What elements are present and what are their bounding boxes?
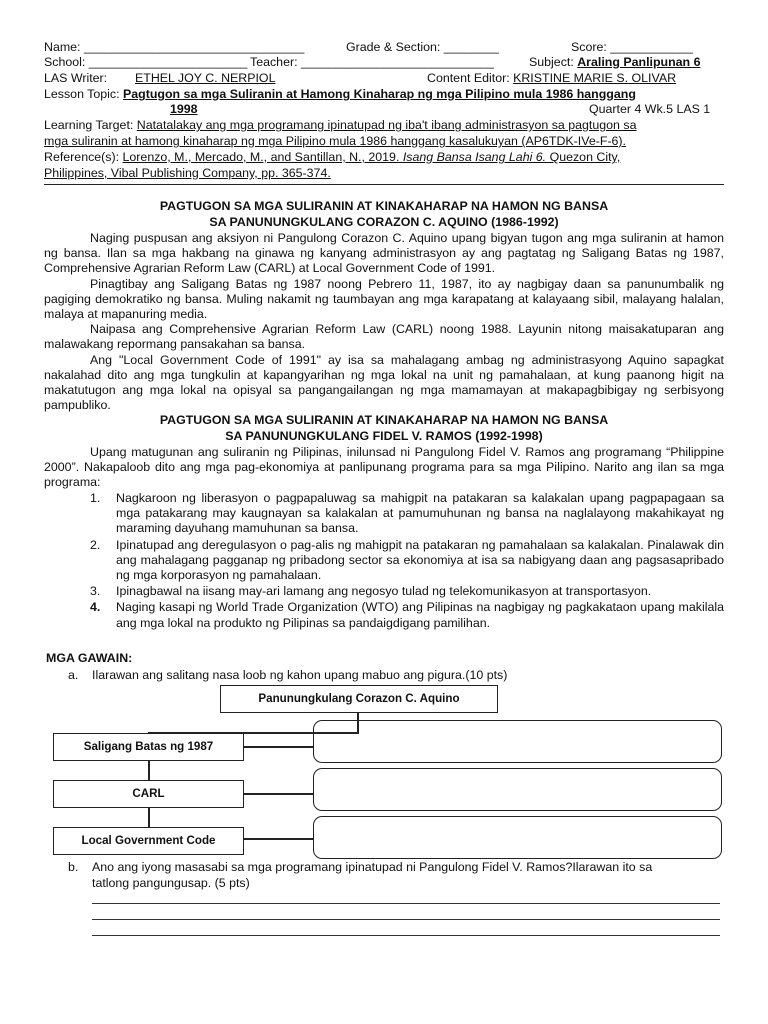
- section2-title-line1: PAGTUGON SA MGA SULIRANIN AT KINAKAHARAP NA HAMON NG BANSA: [159, 413, 609, 427]
- list-item: [90, 538, 724, 584]
- topic-line2: 1998: [170, 102, 198, 116]
- target-label: Learning Target:: [44, 118, 137, 132]
- teacher-field[interactable]: Teacher: ____________________________: [250, 55, 494, 69]
- list-number: 2.: [90, 537, 101, 552]
- connector-line: [148, 808, 150, 828]
- name-field[interactable]: Name: ________________________________: [44, 40, 305, 54]
- learning-target: [44, 118, 636, 133]
- activities-title: MGA GAWAIN:: [46, 651, 133, 665]
- subject-field: [529, 55, 700, 70]
- school-field[interactable]: School: _______________________: [44, 55, 248, 69]
- reference-book-title: Isang Bansa Isang Lahi 6.: [402, 150, 547, 164]
- list-item: [90, 584, 724, 599]
- list-text: Ipinagbawal na iisang may-ari lamang ang negosyo tulad ng telekomunikasyon at transportasyon.: [116, 584, 652, 599]
- topic-label: Lesson Topic:: [44, 87, 123, 101]
- diagram-item-box-local-government-code: Local Government Code: [53, 827, 244, 855]
- activity-a-letter: a.: [68, 668, 79, 682]
- section2-intro: [44, 445, 724, 491]
- editor-label: Content Editor:: [427, 71, 514, 85]
- answer-line[interactable]: [92, 903, 720, 904]
- activity-b-instruction-line1: Ano ang iyong masasabi sa mga programang ipinatupad ni Pangulong Fidel V. Ramos?Ilarawan ito sa: [92, 860, 653, 874]
- writer-label: LAS Writer:: [44, 71, 108, 85]
- diagram-item-box-saligang-batas: Saligang Batas ng 1987: [53, 733, 244, 761]
- lesson-topic: [44, 87, 636, 102]
- list-number: 1.: [90, 491, 101, 505]
- section1-body: [44, 231, 724, 413]
- paragraph: Upang matugunan ang suliranin ng Pilipinas, inilunsad ni Pangulong Fidel V. Ramos ang programang “Philippine 2000”. Nakapaloob dito ang mga pag-ekonomiya at panlipunang programa para sa mga Pilipino. Narito ang ilan sa mga programa:: [44, 445, 724, 490]
- paragraph: Naipasa ang Comprehensive Agrarian Reform Law (CARL) noong 1988. Layunin nitong maisakatuparan ang malawakang repormang pansakahan sa bansa.: [44, 322, 724, 352]
- paragraph: Naging puspusan ang aksiyon ni Pangulong Corazon C. Aquino upang bigyan tugon ang mga suliranin at hamon ng bansa. Ilan sa mga hakbang na ginawa ng kanyang administrasyon ay ang pagtatag ng Saligang Batas ng 1987, Comprehensive Agrarian Reform Law (CARL) at Local Government Code of 1991.: [44, 231, 724, 276]
- editor-value: KRISTINE MARIE S. OLIVAR: [513, 71, 677, 85]
- diagram-top-box: Panunungkulang Corazon C. Aquino: [220, 685, 498, 713]
- program-list: [90, 491, 724, 632]
- header-divider: [44, 184, 724, 185]
- activity-a-instruction: Ilarawan ang salitang nasa loob ng kahon upang mabuo ang pigura.(10 pts): [92, 668, 508, 682]
- diagram-item-box-carl: CARL: [53, 780, 244, 808]
- subject-value: Araling Panlipunan 6: [577, 55, 701, 69]
- list-text: Naging kasapi ng World Trade Organization (WTO) ang Pilipinas na nagbigay ng pagkakataon upang makilala ang mga lokal na produkto ng Pilipinas sa pandaigdigang pamilihan.: [116, 600, 724, 630]
- section1-title: [44, 198, 724, 230]
- paragraph: Pinagtibay ang Saligang Batas ng 1987 noong Pebrero 11, 1987, ito ay nagbigay daan sa panunumbalik ng pagiging demokratiko ng bansa. Muling nakamit ng taumbayan ang mga karapatang at kalayaang sibil, malayang halalan, malaya at mapanuring media.: [44, 276, 724, 322]
- score-field[interactable]: Score: ____________: [571, 40, 693, 54]
- list-item: [90, 491, 724, 537]
- list-text: Nagkaroon ng liberasyon o pagpapaluwag sa mahigpit na patakaran sa kalakalan upang pagpapagaan sa mga patakarang may kaugnayan sa kalakalan at pamumuhunan ng bansa na naglalayong makahikayat ng maraming dayuhang mamuhunan sa bansa.: [116, 491, 724, 536]
- target-line2: mga suliranin at hamong kinaharap ng mga Pilipino mula 1986 hanggang kasalukuyan (AP6TDK-IVe-F-6).: [44, 134, 627, 148]
- list-text: Ipinatupad ang deregulasyon o pag-alis ng mahigpit na patakaran ng pamahalaan sa kalakalan. Pinalawak din ang mahalagang pagganap ng pribadong sector sa ekonomiya at isa sa nabigyang daan ang pagsasapribado ng mga korporasyon ng pamahalaan.: [116, 537, 724, 583]
- activity-b-letter: b.: [68, 860, 79, 874]
- subject-label: Subject:: [529, 55, 578, 69]
- section1-title-line1: PAGTUGON SA MGA SULIRANIN AT KINAKAHARAP NA HAMON NG BANSA: [159, 199, 609, 213]
- connector-line: [244, 838, 314, 840]
- answer-box[interactable]: [313, 768, 722, 811]
- section2-title: [44, 412, 724, 444]
- reference-authors: Lorenzo, M., Mercado, M., and Santillan, N., 2019.: [122, 150, 403, 164]
- list-number: 3.: [90, 584, 101, 599]
- list-item: [90, 600, 724, 630]
- answer-box[interactable]: [313, 720, 722, 763]
- references: [44, 150, 620, 165]
- quarter-label: Quarter 4 Wk.5 LAS 1: [589, 102, 711, 116]
- paragraph: Ang "Local Government Code of 1991" ay isa sa mahalagang ambag ng administrasyong Aquino sapagkat nakalahad dito ang mga tungkulin at kapangyarihan ng mga lokal na unit ng pamahalaan, at kung paanong higit na makatutugon ang mga lokal na opisyal sa pangangailangan ng mga mamamayan at makapagbibigay ng serbisyong pampubliko.: [44, 352, 724, 413]
- writer-value: ETHEL JOY C. NERPIOL: [135, 71, 276, 85]
- topic-line1: Pagtugon sa mga Suliranin at Hamong Kinaharap ng mga Pilipino mula 1986 hanggang: [122, 87, 636, 101]
- reference-label: Reference(s):: [44, 150, 123, 164]
- activity-b-instruction-line2: tatlong pangungusap. (5 pts): [92, 876, 250, 890]
- section1-title-line2: SA PANUNUNGKULANG CORAZON C. AQUINO (1986-1992): [209, 215, 559, 229]
- grade-section-field[interactable]: Grade & Section: ________: [346, 40, 499, 54]
- reference-place: Quezon City,: [546, 150, 621, 164]
- connector-line: [244, 793, 314, 795]
- answer-box[interactable]: [313, 816, 722, 859]
- connector-line: [148, 761, 150, 781]
- section2-title-line2: SA PANUNUNGKULANG FIDEL V. RAMOS (1992-1998): [225, 429, 543, 443]
- connector-line: [244, 746, 314, 748]
- reference-line2: Philippines, Vibal Publishing Company, pp. 365-374.: [44, 166, 331, 180]
- list-number: 4.: [90, 600, 101, 615]
- answer-line[interactable]: [92, 919, 720, 920]
- content-editor: [427, 71, 676, 86]
- answer-line[interactable]: [92, 935, 720, 936]
- target-line1: Natatalakay ang mga programang ipinatupad ng iba't ibang administrasyon sa pagtugon sa: [136, 118, 637, 132]
